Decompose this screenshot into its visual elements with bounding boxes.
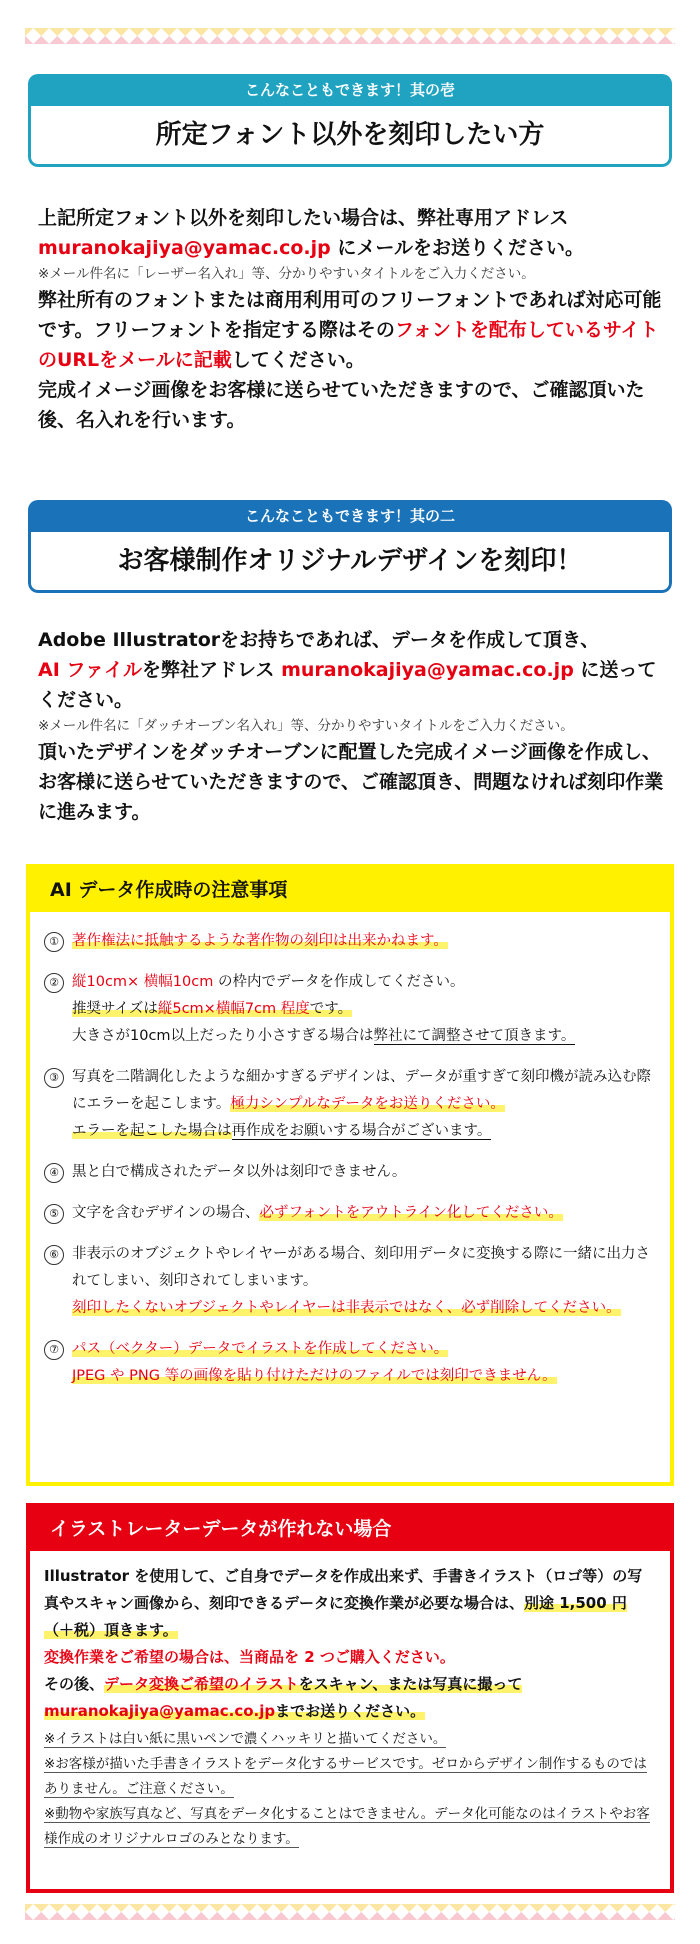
item-number: ②	[44, 973, 64, 993]
caution-text: 文字を含むデザインの場合、	[72, 1205, 260, 1221]
section1-email-link[interactable]: muranokajiya@yamac.co.jp	[38, 237, 331, 259]
section2-p2: 頂いたデザインをダッチオーブンに配置した完成イメージ画像を作成し、お客様に送らせていただきますので、ご確認頂き、問題なければ刻印作業に進みます。	[38, 741, 664, 823]
section2-p1-mid: を弊社アドレス	[142, 659, 282, 681]
section1-p1	[38, 203, 664, 263]
section2-p1-text: Adobe Illustratorをお持ちであれば、データを作成して頂き、	[38, 629, 600, 651]
section1-p2-text: 弊社所有のフォントまたは商用利用可のフリーフォントであれば対応可能です。フリーフォントを指定する際はその	[38, 289, 662, 341]
caution-item-7	[44, 1336, 656, 1390]
caution-text: 刻印したくないオブジェクトやレイヤーは非表示ではなく、必ず削除してください。	[72, 1300, 621, 1316]
caution-item-2	[44, 969, 656, 1050]
section1-header	[28, 74, 672, 167]
section1-p1-text: 上記所定フォント以外を刻印したい場合は、弊社専用アドレス	[38, 207, 569, 229]
caution-text: の枠内でデータを作成してください。	[213, 974, 465, 990]
caution-text: パス（ベクター）データでイラストを作成してください。	[72, 1341, 449, 1357]
recommended-size: 縦5cm×横幅7cm 程度	[157, 1001, 310, 1017]
section2-p1-end: に送ってください。	[38, 659, 657, 711]
caution-heading: AI データ作成時の注意事項	[30, 868, 670, 912]
illustrator-p3	[44, 1671, 656, 1725]
extra-fee: 別途 1,500 円（＋税）頂きます。	[44, 1594, 627, 1639]
section1-p1-end: にメールをお送りください。	[330, 237, 584, 259]
caution-text: です。	[309, 1001, 353, 1017]
illustrator-text: をスキャン、または写真に撮って	[298, 1675, 523, 1693]
illustrator-text: Illustrator を使用して、ご自身でデータを作成出来ず、手書きイラスト（ロゴ等）の写真やスキャン画像から、刻印できるデータに変換作業が必要な場合は、	[44, 1567, 643, 1612]
illustrator-notes	[44, 1727, 656, 1852]
caution-text: 極力シンプルなデータをお送りください。	[230, 1096, 505, 1112]
zigzag-bottom-border	[25, 1904, 675, 1920]
caution-item-1	[44, 928, 656, 955]
section2-title: お客様制作オリジナルデザインを刻印！	[28, 532, 672, 593]
caution-box	[26, 864, 674, 1486]
illustrator-note-2: ※お客様が描いた手書きイラストをデータ化するサービスです。ゼロからデザイン制作するものではありません。ご注意ください。	[44, 1756, 647, 1797]
size-limit: 縦10cm× 横幅10cm	[72, 974, 214, 990]
caution-text: 非表示のオブジェクトやレイヤーがある場合、刻印用データに変換する際に一緒に出力されてしまい、刻印されてしまいます。	[72, 1246, 650, 1289]
illustrator-note-1: ※イラストは白い紙に黒いペンで濃くハッキリと描いてください。	[44, 1731, 447, 1747]
section1-note: ※メール件名に「レーザー名入れ」等、分かりやすいタイトルをご入力ください。	[38, 266, 535, 282]
illustrator-email-link[interactable]: muranokajiya@yamac.co.jp	[44, 1702, 276, 1720]
illustrator-p2: 変換作業をご希望の場合は、当商品を 2 つご購入ください。	[44, 1648, 455, 1666]
section1-title: 所定フォント以外を刻印したい方	[28, 106, 672, 167]
item-number: ⑥	[44, 1245, 64, 1265]
section2-email-link[interactable]: muranokajiya@yamac.co.jp	[281, 659, 574, 681]
section2-p1	[38, 625, 664, 715]
caution-text: 推奨サイズは	[72, 1001, 158, 1017]
section2-header	[28, 500, 672, 593]
section1-p2-red: フォントを配布しているサイトのURLをメールに記載	[38, 319, 659, 371]
illustrator-text: までお送りください。	[275, 1702, 426, 1720]
section1-body	[38, 203, 664, 435]
caution-text: 黒と白で構成されたデータ以外は刻印できません。	[72, 1164, 407, 1180]
caution-item-6	[44, 1241, 656, 1322]
section2-note: ※メール件名に「ダッチオーブン名入れ」等、分かりやすいタイトルをご入力ください。	[38, 718, 574, 734]
item-number: ③	[44, 1068, 64, 1088]
caution-item-5	[44, 1200, 656, 1227]
illustrator-body	[30, 1551, 670, 1852]
caution-list	[30, 912, 670, 1390]
section2-banner: こんなこともできます！其の二	[28, 500, 672, 532]
section2-body	[38, 625, 664, 827]
item-number: ⑦	[44, 1340, 64, 1360]
ai-file-label: AI ファイル	[38, 659, 143, 681]
illustrator-p1	[44, 1563, 656, 1644]
caution-text: JPEG や PNG 等の画像を貼り付けただけのファイルでは刻印できません。	[72, 1368, 557, 1384]
caution-item-3	[44, 1064, 656, 1145]
caution-text: 弊社にて調整させて頂きます。	[373, 1028, 576, 1044]
caution-text: エラーを起こした場合は	[72, 1123, 232, 1139]
section1-p2-end: してください。	[231, 349, 365, 371]
illustrator-box	[26, 1503, 674, 1893]
item-number: ①	[44, 932, 64, 952]
illustrator-text: その後、	[44, 1675, 105, 1693]
illustrator-note-3: ※動物や家族写真など、写真をデータ化することはできません。データ化可能なのはイラストやお客様作成のオリジナルロゴのみとなります。	[44, 1806, 650, 1847]
item-number: ④	[44, 1163, 64, 1183]
caution-text: 写真を二階調化したような細かすぎるデザインは、データが重すぎて刻印機が読み込む際にエラーを起こします。	[72, 1069, 651, 1112]
zigzag-top-border	[25, 28, 675, 44]
caution-text: 著作権法に抵触するような著作物の刻印は出来かねます。	[72, 933, 448, 949]
caution-item-4	[44, 1159, 656, 1186]
caution-text: 再作成をお願いする場合がございます。	[231, 1123, 492, 1139]
section1-p2	[38, 285, 664, 375]
section1-banner: こんなこともできます！其の壱	[28, 74, 672, 106]
item-number: ⑤	[44, 1204, 64, 1224]
caution-text: 必ずフォントをアウトライン化してください。	[259, 1205, 563, 1221]
section1-p3: 完成イメージ画像をお客様に送らせていただきますので、ご確認頂いた後、名入れを行います。	[38, 379, 645, 431]
illustrator-red-text: データ変換ご希望のイラスト	[104, 1675, 299, 1693]
illustrator-heading: イラストレーターデータが作れない場合	[30, 1507, 670, 1551]
caution-text: 大きさが10cm以上だったり小さすぎる場合は	[72, 1028, 374, 1044]
